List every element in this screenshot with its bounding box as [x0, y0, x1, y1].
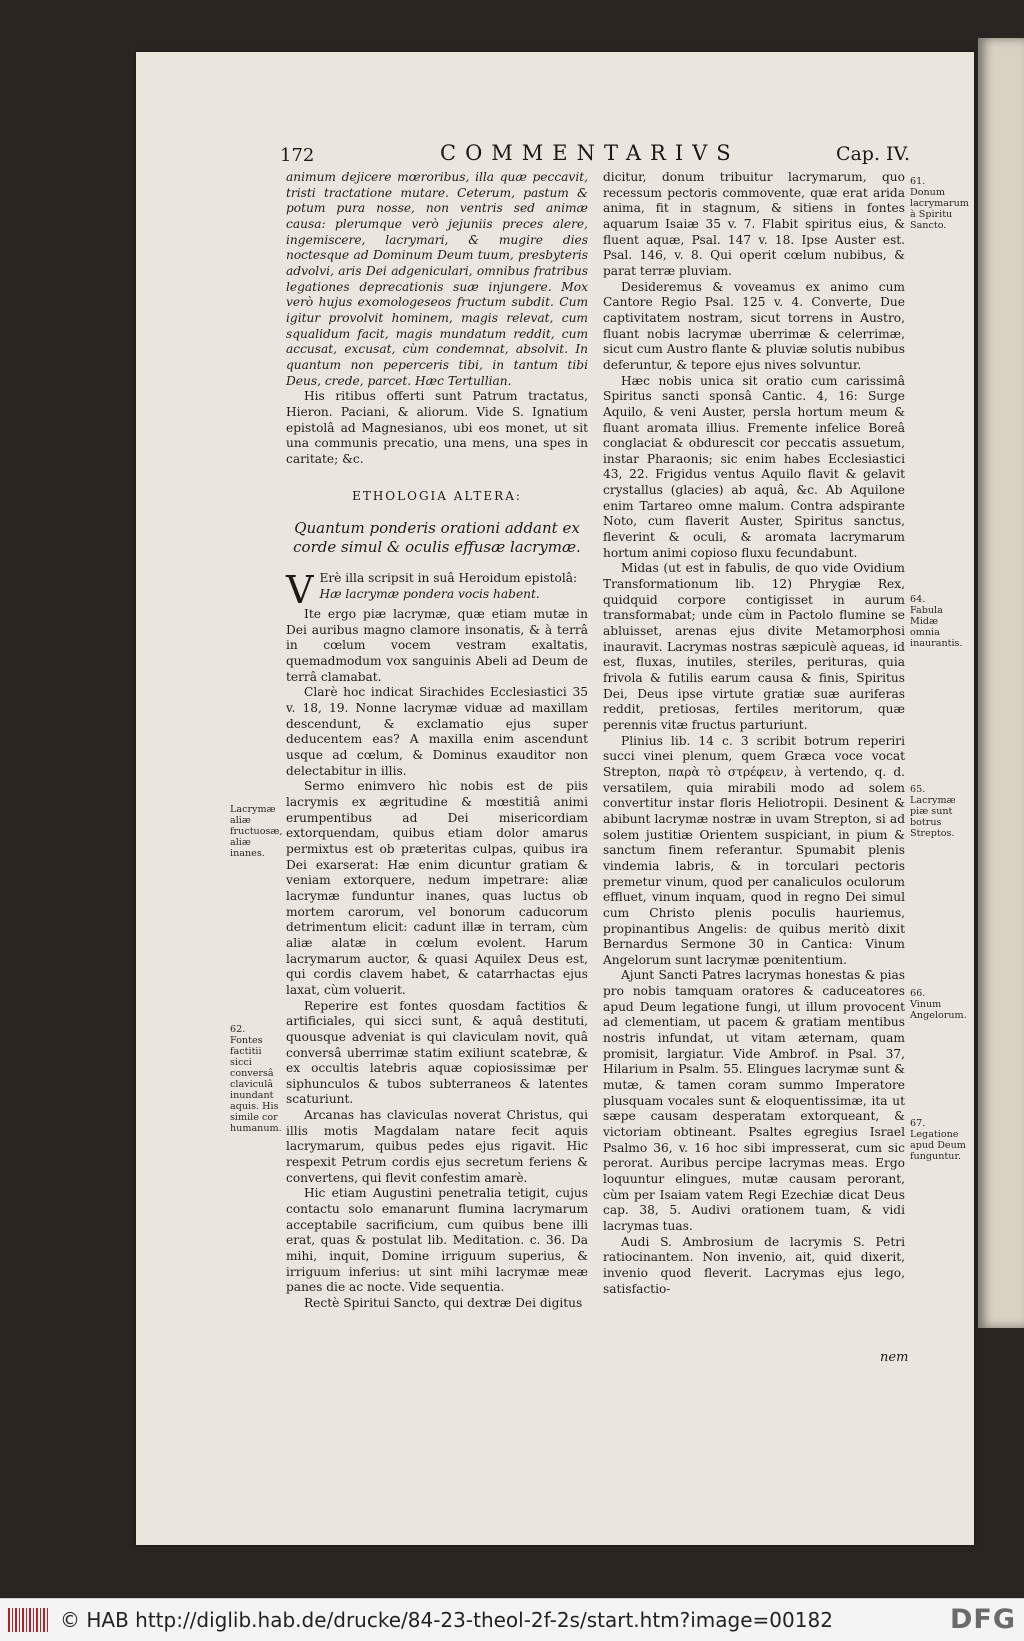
text-column-left [286, 170, 588, 1312]
barcode-icon [8, 1608, 48, 1632]
paragraph: Clarè hoc indicat Sirachides Ecclesiastici 35 v. 18, 19. Nonne lacrymæ viduæ ad maxillam descendunt, & exclamatio ejus super deducentem eas? A maxilla enim ascendunt usque ad cœlum, & Dominus exauditor non delectabitur in illis. [286, 685, 588, 778]
margin-note-62: 62. Fontes factitii sicci conversâ claviculâ inundant aquis. His simile cor humanum. [230, 1024, 282, 1134]
margin-note-left: Lacrymæ aliæ fructuosæ, aliæ inanes. [230, 804, 283, 859]
paragraph: Desideremus & voveamus ex animo cum Cantore Regio Psal. 125 v. 4. Converte, Due captivitatem nostram, sicut torrens in Austro, fluant nobis lacrymæ uberrimæ & celerrimæ, sicut cum Austro flante & pluviæ solutis nubibus deferuntur, & tepore ejus nives solvuntur. [603, 279, 905, 372]
paragraph: Sermo enimvero hìc nobis est de piis lacrymis ex ægritudine & mœstitiâ animi erumpentibus ad Dei misericordiam extorquendam, quibus etiam dolor amarus permixtus est ob præteritas culpas, quibus ira Dei exarserat: Hæ enim dicuntur gratiam & veniam extorquere, nedum impetrare: aliæ lacrymæ funduntur inanes, quas luctus ob mortem carorum, vel bonorum caducorum detrimentum elicit: cadunt illæ in terram, cùm aliæ alatæ in cœlum evolent. Harum lacrymarum auctor, & quasi Aquilex Deus est, qui cordis clavem habet, & catarrhactas ejus laxat, cùm voluerit. [286, 779, 588, 997]
paragraph: Rectè Spiritui Sancto, qui dextræ Dei digitus [304, 1296, 583, 1310]
paragraph: Reperire est fontes quosdam factitios & artificiales, qui sicci sunt, & aquâ destituti, quousque adveniat is qui claviculam novit, quâ conversâ uberrimæ statim exiliunt scatebræ, & ex occultis latebris aquæ copiosissimæ per siphunculos & tubos subterraneos & latentes scaturiunt. [286, 998, 588, 1107]
text-column-right [603, 170, 905, 1297]
quoted-verse: Hæ lacrymæ pondera vocis habent. [319, 586, 540, 601]
source-url[interactable]: © HAB http://diglib.hab.de/drucke/84-23-theol-2f-2s/start.htm?image=00182 [60, 1608, 833, 1632]
margin-note-64: 64. Fabula Midæ omnia inaurantis. [910, 594, 963, 649]
paragraph: Audi S. Ambrosium de lacrymis S. Petri ratiocinantem. Non invenio, ait, quid dixerit, invenio quod fleverit. Lacrymas ejus lego, satisfactio- [603, 1234, 905, 1296]
margin-note-67: 67. Legatione apud Deum funguntur. [910, 1118, 966, 1162]
margin-note-61: 61. Donum lacrymarum à Spiritu Sancto. [910, 176, 969, 231]
page-number: 172 [280, 145, 315, 166]
paragraph: Hic etiam Augustini penetralia tetigit, cujus contactu solo emanarunt flumina lacrymarum acceptabile sacrificium, cum quibus bene illi erat, quas & postulat lib. Meditation. c. 36. Da mihi, inquit, Domine irriguum superius, & irriguum inferius: ut sint mihi lacrymæ meæ panes die ac nocte. Vide sequentia. [286, 1186, 588, 1295]
dfg-logo: DFG [949, 1604, 1016, 1635]
footer-bar [0, 1598, 1024, 1641]
opening-line: Erè illa scripsit in suâ Heroidum epistolâ: [319, 571, 578, 586]
paragraph: Midas (ut est in fabulis, de quo vide Ovidium Transformationum lib. 12) Phrygiæ Rex, quidquid corpore contigisset in aurum transformabat; unde cùm in Pactolo flumine se abluisset, arenas ejus divite Metamorphosi inauravit. Lacrymas nostras sæpiculè aqueas, id est, fluxas, inutiles, steriles, perituras, quia frivola & futilis earum causa & finis, Spiritus Dei, Deus ipse virtute gratiæ suæ auriferas reddit, pretiosas, fertiles meritorum, quæ perennis vitæ fructus parturiunt. [603, 561, 905, 732]
running-title: COMMENTARIVS [440, 141, 740, 165]
paragraph: animum dejicere mœroribus, illa quæ peccavit, tristi tractatione mutare. Ceterum, pastum & potum pura nosse, non ventris sed animæ causa: plerumque verò jejuniis preces alere, ingemiscere, lacrymari, & mugire dies noctesque ad Dominum Deum tuum, presbyteris advolvi, aris Dei adgeniculari, omnibus fratribus legationes deprecationis suæ injungere. Mox verò hujus exomologeseos fructum subdit. Cum igitur provolvit hominem, magis relevat, cum squalidum facit, magis mundatum reddit, cum accusat, excusat, cùm condemnat, absolvit. In quantum non peperceris tibi, in tantum tibi Deus, crede, parcet. Hæc Tertullian. [286, 170, 588, 388]
chapter-label: Cap. IV. [835, 143, 910, 165]
drop-cap: V [286, 568, 314, 613]
paragraph: Ajunt Sancti Patres lacrymas honestas & pias pro nobis tamquam oratores & caduceatores apud Deum legatione fungi, ut illum provocent ad clementiam, ut pacem & gratiam mentibus nostris infundat, ut vitam æternam, quam promisit, largiatur. Vide Ambrof. in Psal. 37, Hilarium in Psalm. 55. Elingues lacrymæ sunt & mutæ, & tamen coram summo Imperatore plusquam vocales sunt & eloquentissimæ, ita ut sæpe causam desperatam extorqueant, & victoriam obtineant. Psaltes egregius Israel Psalmo 36, v. 16 hoc sibi impresserat, cum sic perorat. Auribus percipe lacrymas meas. Ergo loquuntur elingues, mutæ causam perorant, cùm per Isaiam vatem Regi Ezechiæ dicat Deus cap. 38, 5. Audivi orationem tuam, & vidi lacrymas tuas. [603, 968, 905, 1233]
adjacent-page-edge [978, 38, 1024, 1328]
section-heading: ETHOLOGIA ALTERA: [352, 489, 522, 504]
paragraph: Plinius lib. 14 c. 3 scribit botrum reperiri succi vinei plenum, quem Græca voce vocat Strepton, παρὰ τὸ στρέφειν, à vertendo, q. d. versatilem, quia mirabili modo ad solem convertitur instar floris Heliotropii. Desinent & abibunt lacrymæ nostræ in uvam Strepton, si ad solem justitiæ Orientem suspiciant, in pium & sanctum finem referantur. Spumabit plenis vindemia labris, & in torculari pectoris premetur vinum, quod per canaliculos oculorum effluet, vinum inquam, quod in regno Dei simul cum Christo plenis poculis hauriemus, propinantibus Angelis: de quibus meritò dixit Bernardus Sermone 30 in Cantica: Vinum Angelorum sunt lacrymæ pœnitentium. [603, 733, 905, 967]
paragraph: Hæc nobis unica sit oratio cum carissimâ Spiritus sancti sponsâ Cantic. 4, 16: Surge Aquilo, & veni Auster, persla hortum meum & fluant aromata illius. Fremente infelice Boreâ conglaciat & obdurescit cor peccatis assuetum, instar Pharaonis; sic enim habes Ecclesiastici 43, 22. Frigidus ventus Aquilo flavit & gelavit crystallus (glacies) ab aquâ, &c. Ab Aquilone enim Tartareo omne malum. Contra adspirante Noto, cum flaverit Auster, Spiritus sanctus, fleverint & oculi, & aromata lacrymarum hortum animi copioso fluxu fecundabunt. [603, 373, 905, 560]
margin-note-66: 66. Vinum Angelorum. [910, 988, 967, 1021]
paragraph-opening [286, 568, 588, 613]
paragraph: Arcanas has claviculas noverat Christus, qui illis motis Magdalam natare fecit aquis lacrymarum, quibus pedes ejus rigavit. Hic respexit Petrum cordis ejus secretum feriens & convertens, qui flevit confestim amarè. [286, 1108, 588, 1185]
catchword: nem [880, 1350, 909, 1365]
margin-note-65: 65. Lacrymæ piæ sunt botrus Streptos. [910, 784, 956, 839]
section-subtitle: Quantum ponderis orationi addant ex corde simul & oculis effusæ lacrymæ. [293, 519, 581, 557]
paragraph: dicitur, donum tribuitur lacrymarum, quo recessum pectoris commovente, quæ erat arida anima, fit in stagnum, & sitiens in fontes aquarum Isaiæ 35 v. 7. Flabit spiritus eius, & fluent aquæ, Psal. 147 v. 18. Ipse Auster est. Psal. 146, v. 8. Qui operit cœlum nubibus, & parat terræ pluviam. [603, 170, 905, 278]
paragraph: His ritibus offerti sunt Patrum tractatus, Hieron. Paciani, & aliorum. Vide S. Ignatium epistolâ ad Magnesianos, ubi eos monet, ut sit una communis precatio, una mens, una spes in caritate; &c. [286, 389, 588, 466]
paragraph: Ite ergo piæ lacrymæ, quæ etiam mutæ in Dei auribus magno clamore insonatis, & à terrâ in cœlum vocem vestram exaltatis, quemadmodum vox sanguinis Abeli ad Deum de terrâ clamabat. [286, 607, 588, 684]
